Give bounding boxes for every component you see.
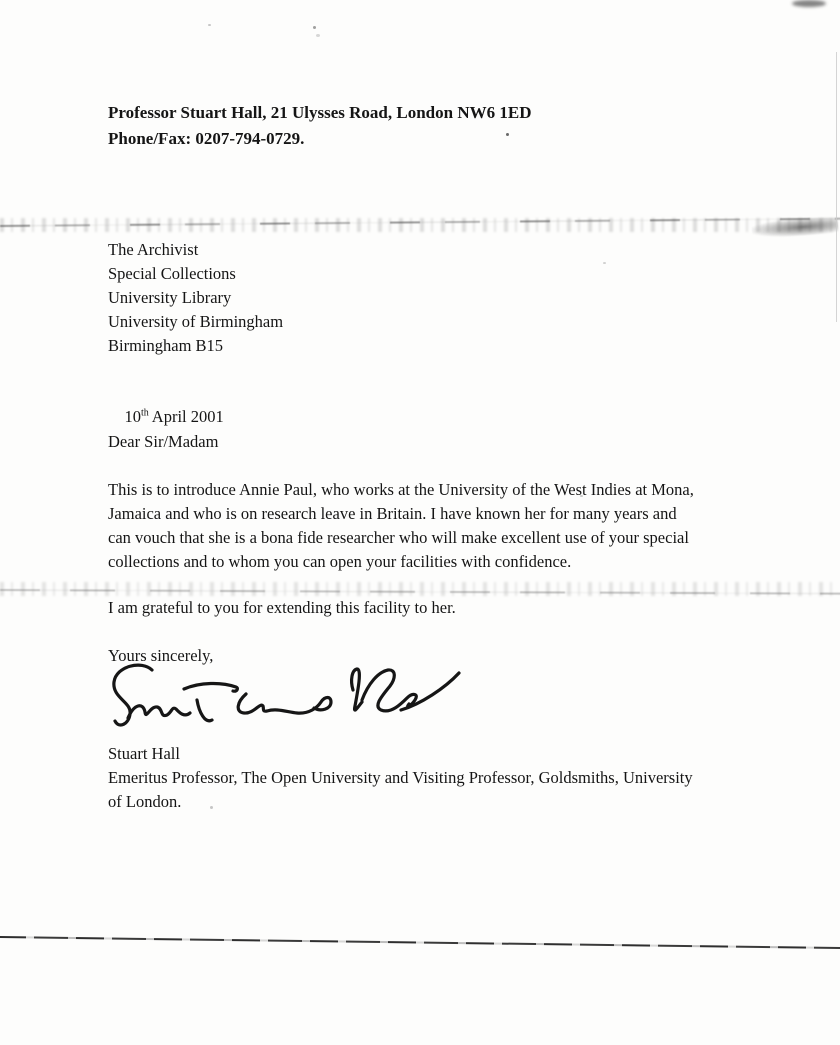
scan-fold-line-bottom bbox=[0, 936, 840, 949]
body-line: can vouch that she is a bona fide researcher who will make excellent use of your special bbox=[108, 528, 689, 547]
date-month-year: April 2001 bbox=[151, 407, 224, 426]
sender-phone-fax-line: Phone/Fax: 0207-794-0729. bbox=[108, 129, 305, 148]
date-ordinal: th bbox=[141, 407, 149, 419]
scan-edge-line bbox=[836, 52, 837, 322]
scan-speck bbox=[313, 26, 316, 29]
recipient-line: University Library bbox=[108, 288, 232, 307]
scan-speck bbox=[603, 262, 606, 264]
salutation: Dear Sir/Madam bbox=[108, 432, 219, 451]
recipient-line: Special Collections bbox=[108, 264, 236, 283]
scan-speck bbox=[210, 806, 213, 809]
body-line: This is to introduce Annie Paul, who works at the University of the West Indies at Mona, bbox=[108, 480, 694, 499]
scan-speck bbox=[208, 24, 211, 26]
body-paragraph-1 bbox=[108, 478, 694, 574]
signoff-title-line: Emeritus Professor, The Open University and Visiting Professor, Goldsmiths, University bbox=[108, 768, 693, 787]
signoff-name: Stuart Hall bbox=[108, 744, 180, 763]
signoff-title-line: of London. bbox=[108, 792, 182, 811]
scan-smudge-top bbox=[792, 0, 826, 7]
scan-speck bbox=[506, 133, 509, 136]
scan-speck bbox=[580, 495, 583, 497]
scan-speck bbox=[316, 34, 320, 37]
body-line: Jamaica and who is on research leave in Britain. I have known her for many years and bbox=[108, 504, 677, 523]
body-paragraph-2: I am grateful to you for extending this facility to her. bbox=[108, 598, 456, 617]
recipient-line: The Archivist bbox=[108, 240, 199, 259]
closing-line: Yours sincerely, bbox=[108, 646, 214, 665]
sender-address-line: Professor Stuart Hall, 21 Ulysses Road, London NW6 1ED bbox=[108, 103, 532, 122]
date-day: 10 bbox=[124, 407, 141, 426]
body-line: collections and to whom you can open your facilities with confidence. bbox=[108, 552, 572, 571]
recipient-line: Birmingham B15 bbox=[108, 336, 224, 355]
signature-stuart-hall bbox=[100, 660, 470, 738]
recipient-line: University of Birmingham bbox=[108, 312, 284, 331]
